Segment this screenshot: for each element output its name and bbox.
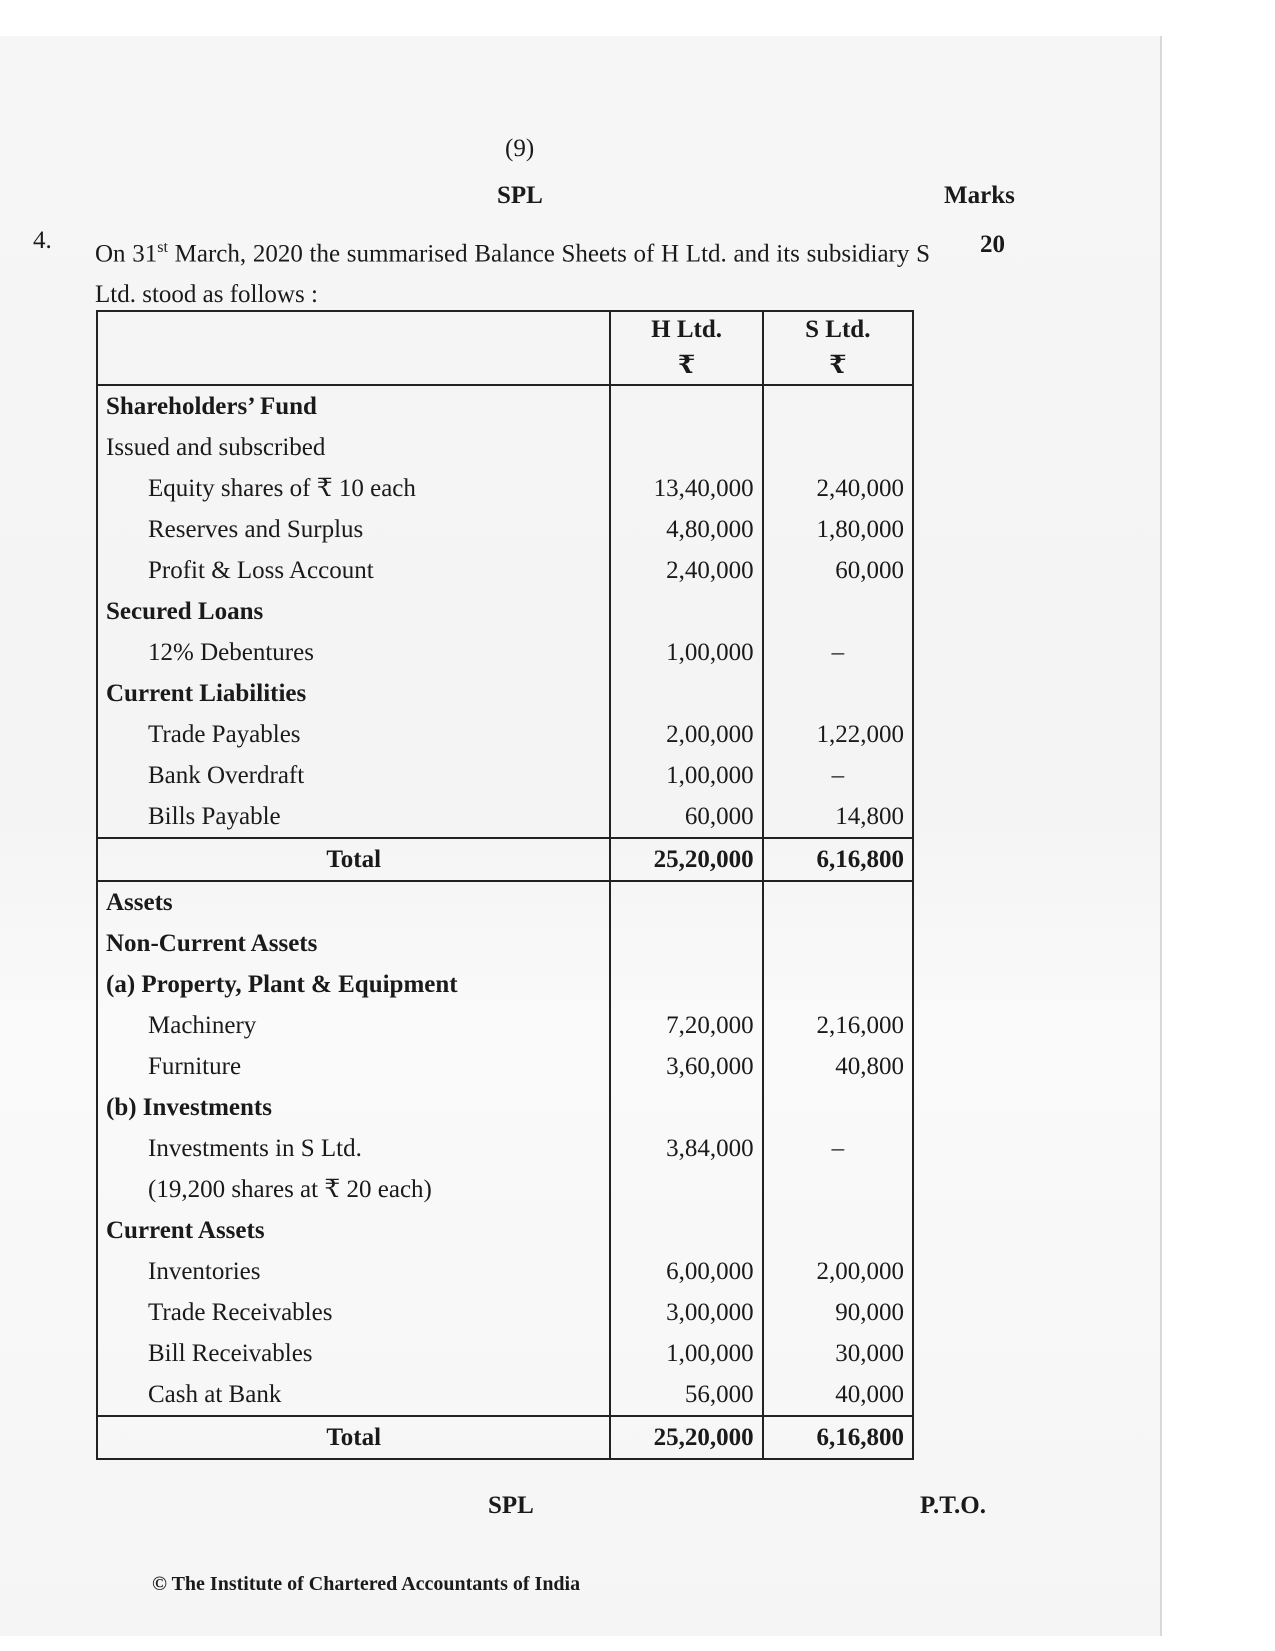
- s-ltd-value: 1,22,000: [763, 714, 913, 755]
- question-number: 4.: [33, 227, 52, 254]
- table-row: [97, 1087, 913, 1128]
- row-label-text: (b) Investments: [106, 1094, 272, 1121]
- table-row: [97, 1128, 913, 1169]
- row-label: [97, 1416, 610, 1459]
- s-ltd-value: [763, 881, 913, 923]
- h-ltd-value: [610, 923, 762, 964]
- h-ltd-value: 1,00,000: [610, 632, 762, 673]
- row-label: [97, 1251, 610, 1292]
- row-label: [97, 673, 610, 714]
- row-label: [97, 1374, 610, 1416]
- row-label-text: Investments in S Ltd.: [148, 1135, 362, 1162]
- s-ltd-value: 30,000: [763, 1333, 913, 1374]
- row-label: [97, 632, 610, 673]
- row-label: [97, 591, 610, 632]
- h-ltd-value: [610, 385, 762, 427]
- row-label: [97, 714, 610, 755]
- h-ltd-value: [610, 427, 762, 468]
- question-text-superscript: st: [157, 239, 168, 256]
- h-ltd-value: 60,000: [610, 796, 762, 838]
- row-label-text: Profit & Loss Account: [148, 557, 374, 584]
- row-label-text: Machinery: [148, 1012, 257, 1039]
- row-label: [97, 1333, 610, 1374]
- h-ltd-value: 13,40,000: [610, 468, 762, 509]
- row-label: [97, 796, 610, 838]
- table-row: [97, 1046, 913, 1087]
- h-ltd-value: [610, 673, 762, 714]
- table-row: [97, 1169, 913, 1210]
- table-row: [97, 550, 913, 591]
- row-label: [97, 550, 610, 591]
- total-row: [97, 838, 913, 881]
- row-label-text: (19,200 shares at ₹ 20 each): [148, 1176, 432, 1203]
- h-ltd-value: 3,00,000: [610, 1292, 762, 1333]
- row-label: [97, 1087, 610, 1128]
- row-label-text: Total: [326, 846, 382, 873]
- row-label-text: Inventories: [148, 1258, 261, 1285]
- pto-label: P.T.O.: [920, 1492, 986, 1519]
- h-ltd-value: 56,000: [610, 1374, 762, 1416]
- row-label: [97, 1005, 610, 1046]
- table-row: [97, 632, 913, 673]
- s-ltd-value: 6,16,800: [763, 1416, 913, 1459]
- table-row: [97, 1005, 913, 1046]
- s-ltd-value: –: [763, 755, 913, 796]
- table-header-row: [97, 311, 913, 348]
- row-label: [97, 1046, 610, 1087]
- table-row: [97, 796, 913, 838]
- row-label-text: Shareholders’ Fund: [106, 393, 317, 420]
- s-ltd-value: [763, 964, 913, 1005]
- table-row: [97, 427, 913, 468]
- s-ltd-value: 2,40,000: [763, 468, 913, 509]
- row-label-text: Cash at Bank: [148, 1381, 282, 1408]
- table-row: [97, 385, 913, 427]
- s-ltd-value: –: [763, 1128, 913, 1169]
- s-ltd-value: 60,000: [763, 550, 913, 591]
- h-ltd-value: 25,20,000: [610, 838, 762, 881]
- column-header-h-ltd: H Ltd.: [610, 311, 762, 348]
- s-ltd-value: 1,80,000: [763, 509, 913, 550]
- row-label: [97, 1169, 610, 1210]
- row-label: [97, 881, 610, 923]
- copyright-notice: © The Institute of Chartered Accountants of India: [152, 1573, 581, 1595]
- s-ltd-value: 6,16,800: [763, 838, 913, 881]
- row-label: [97, 838, 610, 881]
- table-row: [97, 714, 913, 755]
- row-label: [97, 385, 610, 427]
- s-ltd-value: [763, 427, 913, 468]
- h-ltd-value: 2,40,000: [610, 550, 762, 591]
- page-number: (9): [505, 135, 535, 162]
- row-label: [97, 509, 610, 550]
- h-ltd-value: [610, 1169, 762, 1210]
- row-label-text: Non-Current Assets: [106, 930, 318, 957]
- h-ltd-value: [610, 1087, 762, 1128]
- row-label-text: Equity shares of ₹ 10 each: [148, 475, 416, 502]
- row-label: [97, 1210, 610, 1251]
- row-label-text: Current Liabilities: [106, 680, 307, 707]
- s-ltd-value: 40,000: [763, 1374, 913, 1416]
- h-ltd-value: [610, 591, 762, 632]
- row-label: [97, 468, 610, 509]
- h-ltd-value: [610, 964, 762, 1005]
- h-ltd-value: [610, 881, 762, 923]
- question-text-part: On 31: [95, 240, 158, 268]
- question-marks: 20: [980, 231, 1005, 258]
- s-ltd-value: [763, 1210, 913, 1251]
- table-row: [97, 1292, 913, 1333]
- table-row: [97, 755, 913, 796]
- currency-symbol-h: ₹: [610, 348, 762, 385]
- table-row: [97, 468, 913, 509]
- table-row: [97, 964, 913, 1005]
- table-row: [97, 923, 913, 964]
- h-ltd-value: [610, 1210, 762, 1251]
- row-label: [97, 964, 610, 1005]
- h-ltd-value: 6,00,000: [610, 1251, 762, 1292]
- h-ltd-value: 25,20,000: [610, 1416, 762, 1459]
- s-ltd-value: [763, 1169, 913, 1210]
- row-label-text: Reserves and Surplus: [148, 516, 364, 543]
- s-ltd-value: [763, 591, 913, 632]
- table-row: [97, 1251, 913, 1292]
- question-text: [95, 227, 930, 315]
- h-ltd-value: 3,84,000: [610, 1128, 762, 1169]
- table-row: [97, 1374, 913, 1416]
- row-label-text: (a) Property, Plant & Equipment: [106, 971, 458, 998]
- row-label-text: Bills Payable: [148, 803, 281, 830]
- s-ltd-value: –: [763, 632, 913, 673]
- column-header-s-ltd: S Ltd.: [763, 311, 913, 348]
- header-blank-cell: [97, 311, 610, 348]
- row-label-text: Furniture: [148, 1053, 242, 1080]
- row-label-text: Trade Receivables: [148, 1299, 333, 1326]
- s-ltd-value: [763, 1087, 913, 1128]
- row-label-text: Trade Payables: [148, 721, 301, 748]
- row-label: [97, 1128, 610, 1169]
- s-ltd-value: 90,000: [763, 1292, 913, 1333]
- h-ltd-value: 3,60,000: [610, 1046, 762, 1087]
- marks-heading: Marks: [944, 182, 1015, 209]
- row-label-text: Bank Overdraft: [148, 762, 305, 789]
- row-label-text: Issued and subscribed: [106, 434, 326, 461]
- row-label: [97, 755, 610, 796]
- series-code-footer: SPL: [488, 1492, 534, 1519]
- table-row: [97, 1210, 913, 1251]
- table-row: [97, 673, 913, 714]
- series-code-header: SPL: [497, 182, 543, 209]
- h-ltd-value: 7,20,000: [610, 1005, 762, 1046]
- row-label-text: Total: [326, 1424, 382, 1451]
- h-ltd-value: 1,00,000: [610, 755, 762, 796]
- table-row: [97, 881, 913, 923]
- s-ltd-value: [763, 923, 913, 964]
- h-ltd-value: 4,80,000: [610, 509, 762, 550]
- row-label: [97, 427, 610, 468]
- row-label-text: Secured Loans: [106, 598, 264, 625]
- s-ltd-value: [763, 385, 913, 427]
- s-ltd-value: 14,800: [763, 796, 913, 838]
- table-row: [97, 1333, 913, 1374]
- s-ltd-value: 40,800: [763, 1046, 913, 1087]
- s-ltd-value: 2,16,000: [763, 1005, 913, 1046]
- row-label: [97, 1292, 610, 1333]
- currency-blank-cell: [97, 348, 610, 385]
- table-row: [97, 509, 913, 550]
- row-label-text: Assets: [106, 889, 173, 916]
- h-ltd-value: 1,00,000: [610, 1333, 762, 1374]
- s-ltd-value: [763, 673, 913, 714]
- total-row: [97, 1416, 913, 1459]
- row-label-text: 12% Debentures: [148, 639, 314, 666]
- s-ltd-value: 2,00,000: [763, 1251, 913, 1292]
- row-label-text: Bill Receivables: [148, 1340, 313, 1367]
- table-row: [97, 591, 913, 632]
- table-currency-row: [97, 348, 913, 385]
- question-text-part: March, 2020 the summarised Balance Sheets of H Ltd. and its subsidiary S Ltd. stood as follows :: [95, 240, 930, 309]
- row-label: [97, 923, 610, 964]
- row-label-text: Current Assets: [106, 1217, 265, 1244]
- h-ltd-value: 2,00,000: [610, 714, 762, 755]
- balance-sheet-table: [96, 310, 914, 1460]
- currency-symbol-s: ₹: [763, 348, 913, 385]
